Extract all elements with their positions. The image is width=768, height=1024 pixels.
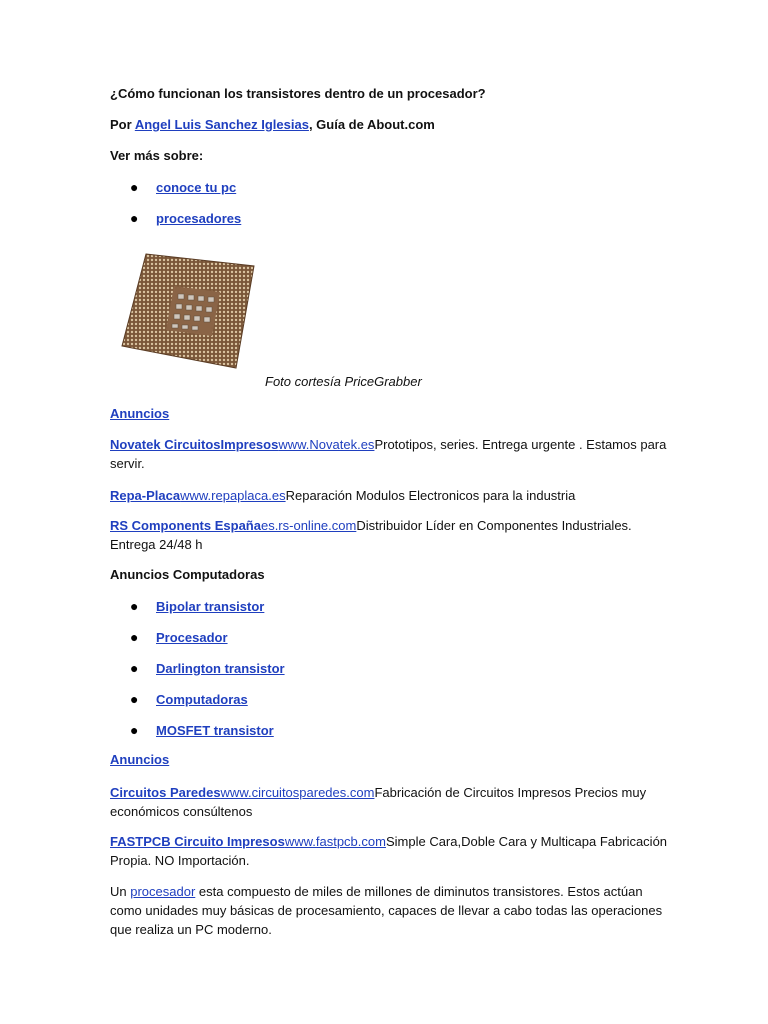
- link-computadoras[interactable]: Computadoras: [156, 692, 248, 707]
- see-more-item: [130, 179, 236, 195]
- computer-ads-label: Anuncios Computadoras: [110, 567, 265, 582]
- ad-entry: [110, 486, 670, 505]
- ad-description: Reparación Modulos Electronicos para la industria: [285, 488, 576, 503]
- bullet-icon: ●: [130, 660, 139, 676]
- ad-entry: [110, 516, 670, 554]
- computer-ad-item: [130, 629, 228, 645]
- bullet-icon: ●: [130, 210, 139, 226]
- computer-ad-item: [130, 660, 285, 676]
- ad-entry: [110, 832, 670, 870]
- ad-name-link[interactable]: RS Components España: [110, 518, 261, 533]
- ad-url-link[interactable]: www.repaplaca.es: [180, 488, 286, 503]
- bullet-icon: ●: [130, 629, 139, 645]
- link-mosfet-transistor[interactable]: MOSFET transistor: [156, 723, 274, 738]
- byline-suffix: , Guía de About.com: [308, 117, 435, 132]
- computer-ad-item: [130, 598, 264, 614]
- link-conoce-tu-pc[interactable]: conoce tu pc: [156, 180, 237, 195]
- computer-ad-item: [130, 722, 274, 738]
- ad-name-link[interactable]: Repa-Placa: [110, 488, 181, 503]
- bullet-icon: ●: [130, 691, 139, 707]
- cpu-chip-image: [118, 250, 258, 370]
- ads-heading: [110, 406, 169, 421]
- author-link[interactable]: Angel Luis Sanchez Iglesias: [134, 117, 309, 132]
- procesador-link[interactable]: procesador: [130, 884, 196, 899]
- computer-ad-item: [130, 691, 248, 707]
- link-bipolar-transistor[interactable]: Bipolar transistor: [156, 599, 265, 614]
- ad-url-link[interactable]: www.Novatek.es: [278, 437, 375, 452]
- body-paragraph: [110, 882, 670, 939]
- ad-entry: [110, 435, 670, 473]
- see-more-label: Ver más sobre:: [110, 148, 204, 163]
- image-caption: Foto cortesía PriceGrabber: [265, 374, 422, 389]
- ad-url-link[interactable]: es.rs-online.com: [260, 518, 357, 533]
- link-procesadores[interactable]: procesadores: [156, 211, 242, 226]
- see-more-item: [130, 210, 241, 226]
- ads-heading: [110, 752, 169, 767]
- bullet-icon: ●: [130, 722, 139, 738]
- ad-description: Simple Cara,Doble Cara y Multicapa Fabricación Propia. NO Importación.: [110, 834, 668, 868]
- body-text: esta compuesto de miles de millones de diminutos transistores. Estos actúan como unidades muy básicas de procesamiento, capaces de llevar a cabo todas las operaciones que realiza un PC moderno.: [110, 884, 663, 937]
- ad-entry: [110, 783, 670, 821]
- byline: [110, 117, 435, 132]
- link-procesador[interactable]: Procesador: [156, 630, 228, 645]
- ad-name-link[interactable]: FASTPCB Circuito Impresos: [110, 834, 285, 849]
- ad-name-link[interactable]: Circuitos Paredes: [110, 785, 221, 800]
- ad-name-link[interactable]: Novatek CircuitosImpresos: [110, 437, 279, 452]
- ad-url-link[interactable]: www.fastpcb.com: [284, 834, 386, 849]
- ad-description: Distribuidor Líder en Componentes Industriales. Entrega 24/48 h: [110, 518, 632, 552]
- ad-url-link[interactable]: www.circuitosparedes.com: [220, 785, 375, 800]
- page-title: ¿Cómo funcionan los transistores dentro de un procesador?: [110, 86, 486, 101]
- bullet-icon: ●: [130, 598, 139, 614]
- body-pre: Un: [110, 884, 131, 899]
- bullet-icon: ●: [130, 179, 139, 195]
- ad-description: Prototipos, series. Entrega urgente . Estamos para servir.: [110, 437, 667, 471]
- ad-description: Fabricación de Circuitos Impresos Precios muy económicos consúltenos: [110, 785, 647, 819]
- link-darlington-transistor[interactable]: Darlington transistor: [156, 661, 285, 676]
- ads-heading-link[interactable]: Anuncios: [110, 752, 170, 767]
- byline-prefix: Por: [110, 117, 135, 132]
- ads-heading-link[interactable]: Anuncios: [110, 406, 170, 421]
